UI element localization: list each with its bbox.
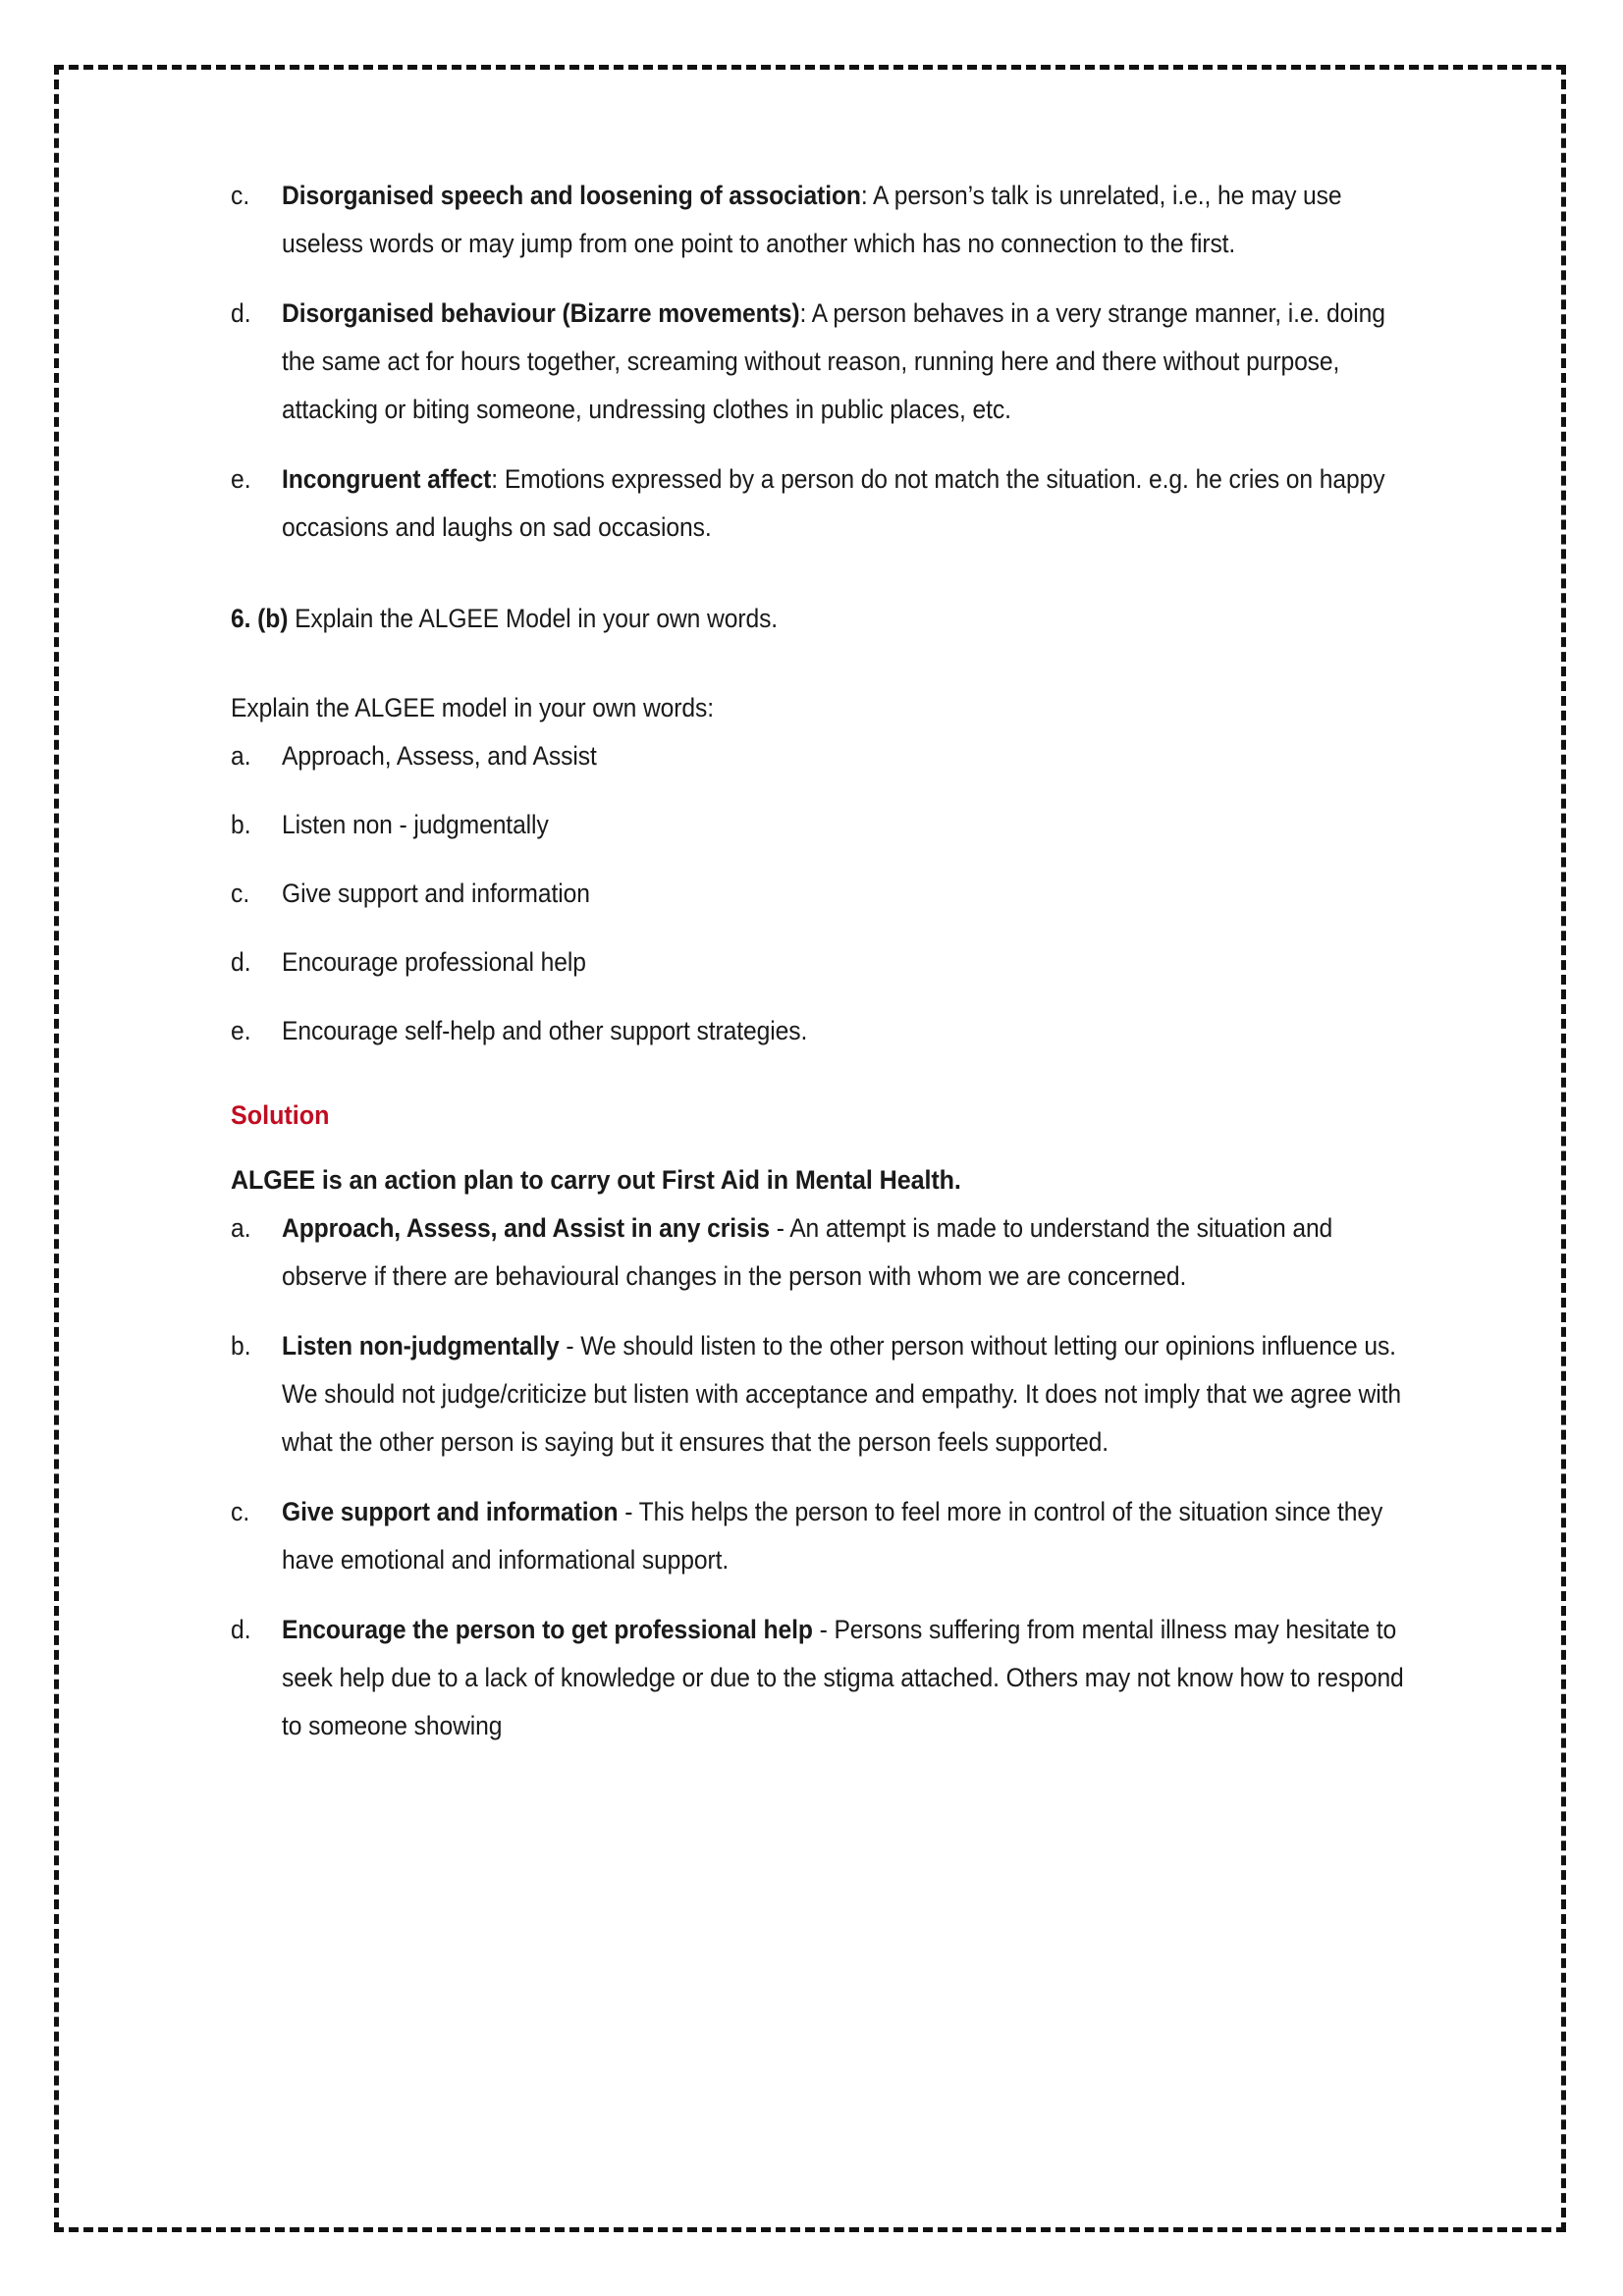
symptom-list [231, 172, 1409, 552]
list-item-description: : A person’s talk is unrelated, i.e., he may use useless words or may jump from one point to another which has no connection to the first. [282, 181, 1342, 258]
list-item-text [282, 1204, 1424, 1301]
list-item-term: Disorganised speech and loosening of association [282, 181, 861, 210]
list-item-text [282, 290, 1424, 434]
list-item-term: Encourage the person to get professional help [282, 1615, 813, 1644]
list-item [231, 938, 1409, 986]
list-item-description: : A person behaves in a very strange manner, i.e. doing the same act for hours together, screaming without reason, running here and there without purpose, attacking or biting someone, undressing clothes in public places, etc. [282, 298, 1385, 424]
list-item-text [282, 172, 1424, 268]
list-item [231, 732, 1409, 779]
list-item-text [282, 1606, 1424, 1750]
solution-statement: ALGEE is an action plan to carry out First Aid in Mental Health. [231, 1165, 961, 1195]
list-item-text [282, 455, 1424, 552]
question-line [231, 595, 1409, 643]
list-marker: d. [231, 298, 251, 328]
list-item-text: Approach, Assess, and Assist [282, 741, 597, 771]
list-item [231, 1204, 1409, 1301]
list-marker: c. [231, 181, 250, 210]
list-marker: d. [231, 947, 251, 977]
list-item-text: Listen non - judgmentally [282, 810, 549, 839]
list-item [231, 1606, 1409, 1750]
list-marker: a. [231, 1213, 251, 1243]
document-content [231, 172, 1409, 1750]
list-item-term: Give support and information [282, 1497, 619, 1526]
algee-model-list [231, 732, 1409, 1054]
list-item [231, 870, 1409, 917]
list-marker: d. [231, 1615, 251, 1644]
list-item-text [282, 1488, 1424, 1584]
list-marker: b. [231, 810, 251, 839]
list-item-text [282, 1322, 1424, 1467]
solution-list [231, 1204, 1409, 1750]
list-item-text: Give support and information [282, 879, 590, 908]
list-item [231, 1007, 1409, 1054]
list-marker: c. [231, 1497, 250, 1526]
list-marker: e. [231, 464, 251, 494]
list-item [231, 1322, 1409, 1467]
solution-heading: Solution [231, 1100, 330, 1130]
list-marker: a. [231, 741, 251, 771]
list-item [231, 455, 1409, 552]
list-marker: b. [231, 1331, 251, 1361]
list-item-term: Approach, Assess, and Assist in any crisis [282, 1213, 770, 1243]
question-text: Explain the ALGEE Model in your own words. [288, 604, 779, 633]
list-item-text: Encourage self-help and other support strategies. [282, 1016, 808, 1045]
list-item-description: : Emotions expressed by a person do not match the situation. e.g. he cries on happy occasions and laughs on sad occasions. [282, 464, 1385, 542]
intro-line: Explain the ALGEE model in your own words: [231, 693, 714, 722]
list-item [231, 290, 1409, 434]
list-marker: e. [231, 1016, 251, 1045]
list-item-description: - Persons suffering from mental illness may hesitate to seek help due to a lack of knowledge or due to the stigma attached. Others may not know how to respond to someone showing [282, 1615, 1404, 1740]
question-number: 6. (b) [231, 604, 289, 633]
list-marker: c. [231, 879, 250, 908]
list-item [231, 801, 1409, 848]
list-item-term: Listen non-judgmentally [282, 1331, 560, 1361]
list-item-description: - We should listen to the other person without letting our opinions influence us. We should not judge/criticize but listen with acceptance and empathy. It does not imply that we agree with what the other person is saying but it ensures that the person feels supported. [282, 1331, 1401, 1457]
list-item [231, 172, 1409, 268]
list-item-text: Encourage professional help [282, 947, 586, 977]
list-item-description: - This helps the person to feel more in control of the situation since they have emotional and informational support. [282, 1497, 1383, 1575]
list-item-term: Disorganised behaviour (Bizarre movements) [282, 298, 800, 328]
list-item-term: Incongruent affect [282, 464, 492, 494]
list-item [231, 1488, 1409, 1584]
list-item-description: - An attempt is made to understand the situation and observe if there are behavioural changes in the person with whom we are concerned. [282, 1213, 1333, 1291]
